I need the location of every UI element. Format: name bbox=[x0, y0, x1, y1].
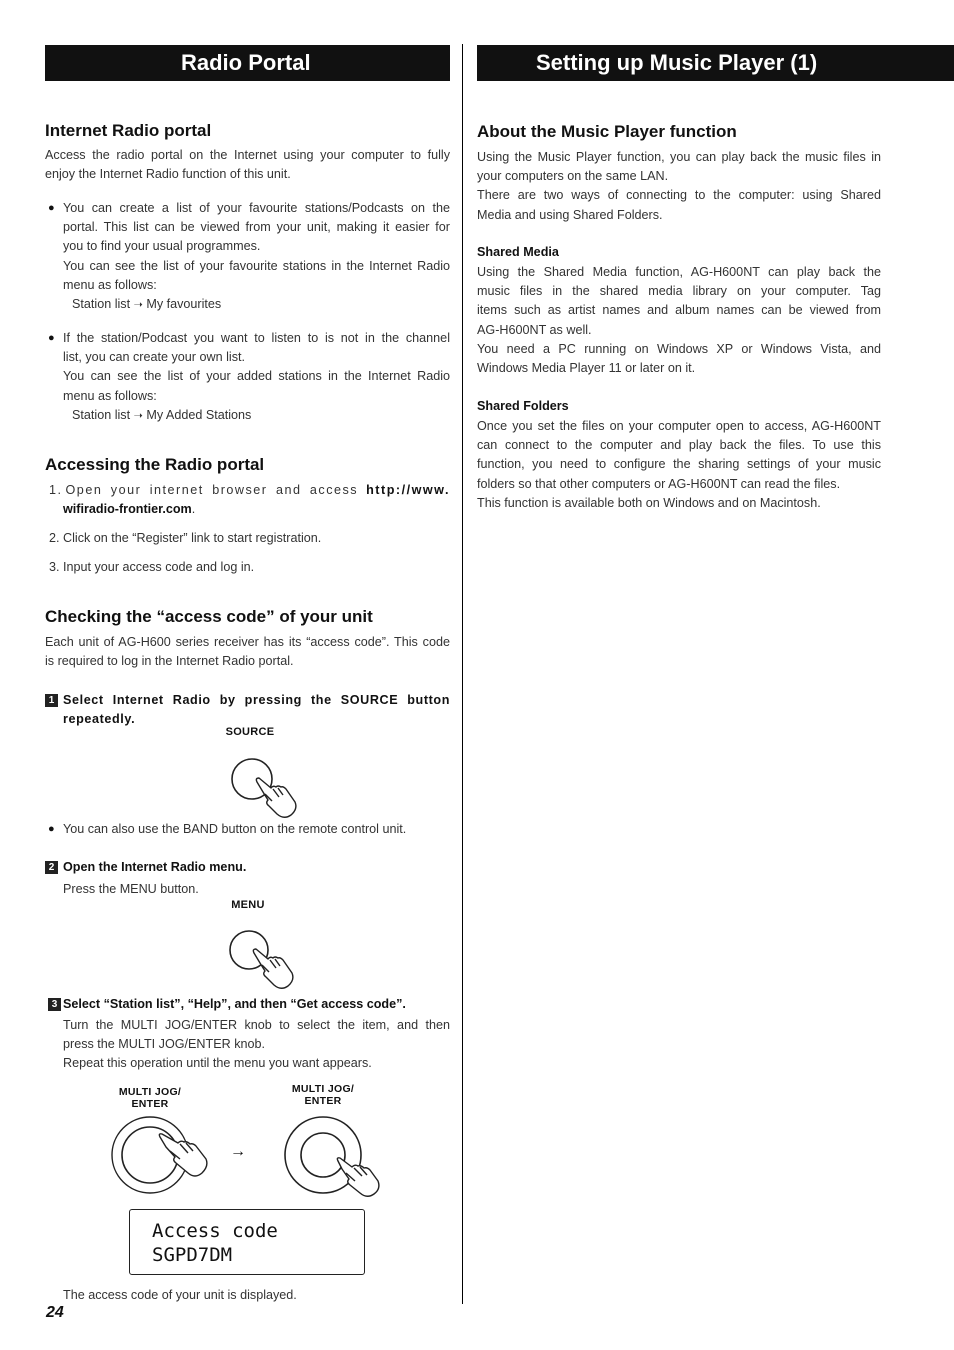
text-line: Access the radio portal on the Internet using your computer to fully bbox=[45, 148, 450, 162]
jog-label-right bbox=[273, 1083, 373, 1107]
label-line: MULTI JOG/ bbox=[291, 1083, 355, 1095]
text-line: Select Internet Radio by pressing the SOURCE button bbox=[63, 693, 450, 707]
portal-url-link[interactable]: wifiradio-frontier.com bbox=[63, 502, 192, 517]
arrow-right-icon: ➝ bbox=[133, 409, 143, 422]
bullet-icon: ● bbox=[48, 332, 55, 344]
accessing-radio-portal-heading: Accessing the Radio portal bbox=[45, 455, 265, 474]
source-button-label: SOURCE bbox=[225, 726, 275, 738]
menu-button-press-illustration bbox=[222, 925, 302, 991]
shared-media-heading: Shared Media bbox=[477, 245, 559, 259]
text-line: If the station/Podcast you want to listen to is not in the channel bbox=[63, 331, 450, 345]
left-section-banner: Radio Portal bbox=[45, 45, 450, 81]
press-menu-text: Press the MENU button. bbox=[63, 882, 199, 896]
step-1-instruction bbox=[63, 691, 450, 729]
text-line: items such as artist names and album names can be viewed from bbox=[477, 303, 881, 318]
jog-knob-inner-icon bbox=[301, 1133, 345, 1177]
right-section-banner: Setting up Music Player (1) bbox=[477, 45, 954, 81]
accessing-step-2: 2. Click on the “Register” link to start registration. bbox=[49, 531, 322, 545]
band-button-note: You can also use the BAND button on the remote control unit. bbox=[63, 822, 407, 836]
about-music-player-heading: About the Music Player function bbox=[477, 122, 737, 141]
page-number: 24 bbox=[46, 1304, 64, 1321]
step-2-instruction: Open the Internet Radio menu. bbox=[63, 860, 247, 874]
checking-intro bbox=[45, 633, 450, 671]
path-item: My favourites bbox=[146, 297, 222, 312]
bullet-icon: ● bbox=[48, 823, 55, 835]
jog-knob-inner-icon bbox=[122, 1127, 178, 1183]
step-3-number-box: 3 bbox=[48, 998, 61, 1011]
step-1-line bbox=[49, 481, 450, 500]
text-line: can connect to the computer and play back the files. To use this bbox=[477, 438, 881, 453]
turn-arrow-icon: → bbox=[230, 1143, 246, 1160]
text-line: Media and using Shared Folders. bbox=[477, 207, 663, 222]
menu-path bbox=[63, 295, 450, 315]
label-line: ENTER bbox=[304, 1095, 342, 1107]
step-2-number-box: 2 bbox=[45, 861, 58, 874]
menu-button-label: MENU bbox=[231, 899, 265, 911]
path-item: My Added Stations bbox=[146, 407, 252, 422]
period: . bbox=[191, 502, 196, 517]
pointing-hand-icon bbox=[256, 778, 296, 817]
internet-radio-intro bbox=[45, 146, 450, 184]
step-number: 1. bbox=[49, 483, 63, 497]
text-line: You need a PC running on Windows XP or Windows Vista, and bbox=[477, 341, 881, 356]
label-line: MULTI JOG/ bbox=[118, 1086, 182, 1098]
text-line: you to find your usual programmes. bbox=[63, 239, 261, 254]
text-line: This function is available both on Windows and on Macintosh. bbox=[477, 495, 821, 510]
shared-media-text bbox=[477, 263, 881, 378]
access-code-displayed-note: The access code of your unit is displayed. bbox=[63, 1288, 297, 1302]
text-line: You can create a list of your favourite stations/Podcasts on the bbox=[63, 201, 450, 215]
text-line: folders so that other computers or AG-H600NT can read the files. bbox=[477, 476, 841, 491]
lcd-line-2: SGPD7DM bbox=[152, 1244, 233, 1266]
text-line: repeatedly. bbox=[63, 712, 136, 727]
text-line: Once you set the files on your computer open to access, AG-H600NT bbox=[477, 419, 881, 433]
text-line: music files in the shared media library on your computer. Tag bbox=[477, 284, 881, 299]
text-line: There are two ways of connecting to the computer: using Shared bbox=[477, 188, 881, 203]
text-line: menu as follows: bbox=[63, 277, 157, 292]
text-line: Turn the MULTI JOG/ENTER knob to select the item, and then bbox=[63, 1018, 450, 1032]
internet-radio-portal-heading: Internet Radio portal bbox=[45, 121, 212, 140]
path-item: Station list bbox=[72, 297, 131, 312]
lcd-line-1: Access code bbox=[152, 1220, 278, 1242]
source-button-press-illustration bbox=[225, 752, 305, 822]
text-line: Each unit of AG-H600 series receiver has its “access code”. This code bbox=[45, 635, 450, 649]
column-divider bbox=[462, 44, 463, 1304]
checking-access-code-heading: Checking the “access code” of your unit bbox=[45, 607, 373, 626]
pointing-hand-icon bbox=[253, 949, 293, 988]
step-3-instruction: Select “Station list”, “Help”, and then “Get access code”. bbox=[63, 997, 406, 1011]
bullet-icon: ● bbox=[48, 202, 55, 214]
accessing-step-3: 3. Input your access code and log in. bbox=[49, 560, 255, 574]
text-line: your computers on the same LAN. bbox=[477, 169, 669, 184]
text-line: function, you need to configure the sharing settings of your music bbox=[477, 457, 881, 472]
step-text: Open your internet browser and access bbox=[65, 483, 359, 497]
text-line: You can see the list of your added stations in the Internet Radio bbox=[63, 369, 450, 384]
text-line: You can see the list of your favourite stations in the Internet Radio bbox=[63, 258, 450, 273]
text-line: enjoy the Internet Radio function of this unit. bbox=[45, 167, 291, 182]
text-line: portal. This list can be viewed from your unit, making it easier for bbox=[63, 220, 450, 235]
step-1-url-line bbox=[49, 500, 450, 519]
music-player-intro bbox=[477, 148, 881, 225]
label-line: ENTER bbox=[131, 1098, 169, 1110]
added-stations-bullet-text bbox=[63, 329, 450, 426]
accessing-step-1 bbox=[49, 481, 450, 519]
text-line: is required to log in the Internet Radio portal. bbox=[45, 654, 294, 669]
text-line: list, you can create your own list. bbox=[63, 350, 245, 365]
text-line: press the MULTI JOG/ENTER knob. bbox=[63, 1037, 266, 1052]
portal-url-part[interactable]: http://www. bbox=[366, 483, 450, 497]
step-3-description bbox=[63, 1016, 450, 1074]
shared-folders-text bbox=[477, 417, 881, 513]
text-line: Using the Music Player function, you can play back the music files in bbox=[477, 150, 881, 164]
lcd-display bbox=[129, 1209, 365, 1275]
text-line: Windows Media Player 11 or later on it. bbox=[477, 361, 696, 376]
arrow-right-icon: ➝ bbox=[133, 299, 143, 312]
jog-knob-turn-illustration bbox=[280, 1113, 390, 1203]
text-line: AG-H600NT as well. bbox=[477, 322, 592, 337]
shared-folders-heading: Shared Folders bbox=[477, 399, 569, 413]
text-line: Repeat this operation until the menu you want appears. bbox=[63, 1056, 372, 1071]
menu-path bbox=[63, 406, 450, 426]
text-line: menu as follows: bbox=[63, 388, 157, 403]
text-line: Using the Shared Media function, AG-H600NT can play back the bbox=[477, 265, 881, 279]
step-1-number-box: 1 bbox=[45, 694, 58, 707]
jog-knob-press-illustration bbox=[108, 1113, 213, 1203]
path-item: Station list bbox=[72, 407, 131, 422]
favourites-bullet-text bbox=[63, 199, 450, 315]
jog-label-left bbox=[100, 1086, 200, 1110]
